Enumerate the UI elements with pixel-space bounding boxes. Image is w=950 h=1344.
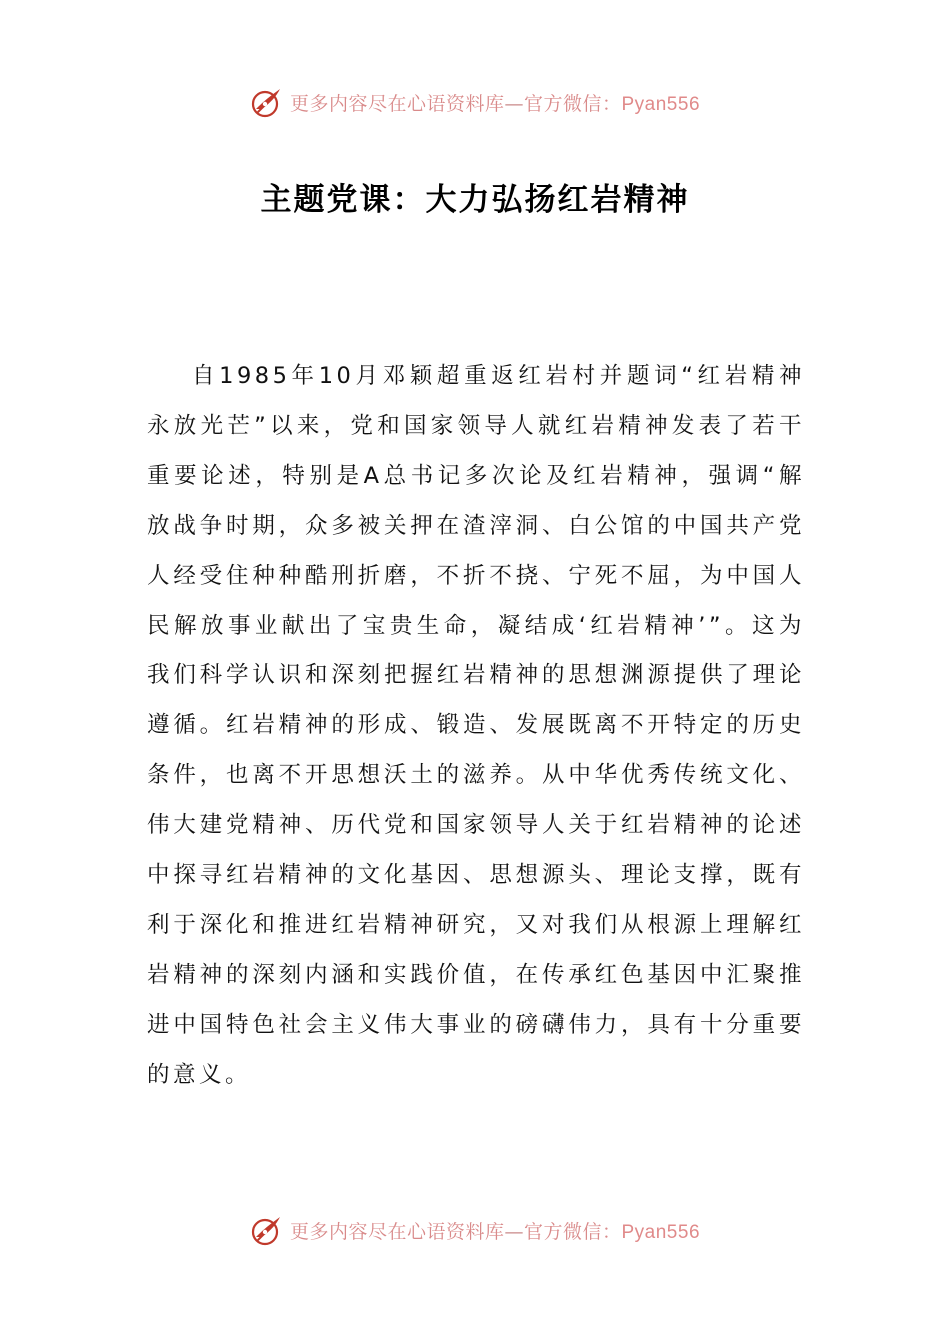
header-wechat-id: Pyan556 bbox=[621, 93, 701, 115]
document-title: 主题党课：大力弘扬红岩精神 bbox=[260, 182, 690, 218]
body-paragraph: 自1985年10月邓颖超重返红岩村并题词“红岩精神永放光芒”以来，党和国家领导人就红岩精神发表了若干重要论述，特别是A总书记多次论及红岩精神，强调“解放战争时期，众多被关押在渣滓洞、白公馆的中国共产党人经受住种种酷刑折磨，不折不挠、宁死不屈，为中国人民解放事业献出了宝贵生命，凝结成‘红岩精神’”。这为我们科学认识和深刻把握红岩精神的思想渊源提供了理论遵循。红岩精神的形成、锻造、发展既离不开特定的历史条件，也离不开思想沃土的滋养。从中华优秀传统文化、伟大建党精神、历代党和国家领导人关于红岩精神的论述中探寻红岩精神的文化基因、思想源头、理论支撑，既有利于深化和推进红岩精神研究，又对我们从根源上理解红岩精神的深刻内涵和实践价值，在传承红色基因中汇聚推进中国特色社会主义伟大事业的磅礴伟力，具有十分重要的意义。 bbox=[147, 363, 805, 1088]
footer-banner bbox=[0, 1210, 950, 1250]
footer-wechat-id: Pyan556 bbox=[621, 1221, 701, 1243]
footer-banner-text: 更多内容尽在心语资料库—官方微信：Pyan556 bbox=[289, 1220, 701, 1243]
quill-pen-logo-icon bbox=[250, 1213, 284, 1247]
header-banner-text: 更多内容尽在心语资料库—官方微信：Pyan556 bbox=[289, 92, 701, 115]
header-banner bbox=[0, 82, 950, 122]
quill-pen-logo-icon bbox=[250, 85, 284, 119]
